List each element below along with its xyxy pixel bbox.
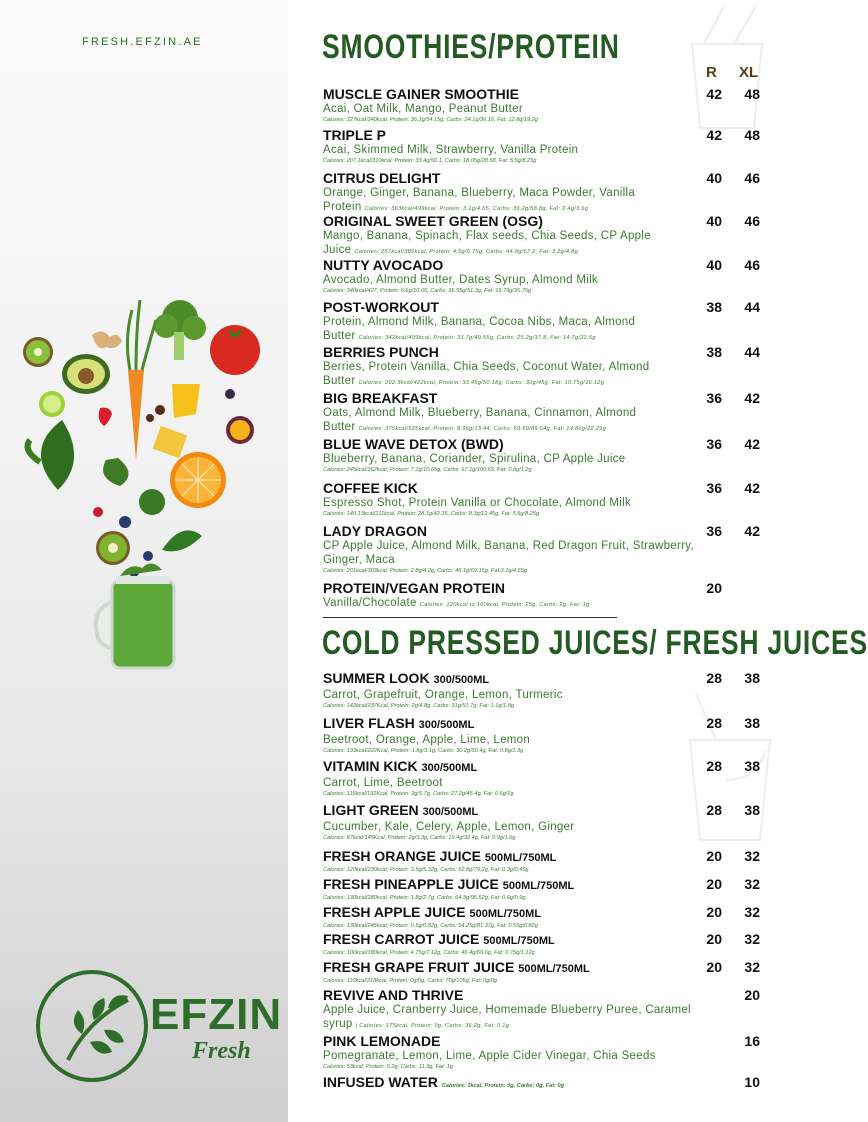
price-regular: 36 bbox=[706, 480, 722, 496]
price-xl: 16 bbox=[744, 1033, 760, 1049]
item-ingredients-text: Carrot, Lime, Beetroot bbox=[323, 777, 443, 789]
price-regular: 28 bbox=[706, 670, 722, 686]
item-name bbox=[323, 715, 698, 733]
price-xl: 38 bbox=[744, 670, 760, 686]
price-xl: 32 bbox=[744, 931, 760, 947]
price-xl: 32 bbox=[744, 904, 760, 920]
ginger-icon bbox=[92, 331, 122, 348]
logo-sub-text: Fresh bbox=[192, 1038, 251, 1064]
hero-image-panel bbox=[0, 0, 288, 1122]
item-nutrition: Calories: 207.1kcal/310kcal, Protein: 33.4g/50.1, Carbs: 18.05g/28.58, Fat: 5.5g/8.25g bbox=[323, 158, 537, 164]
item-ingredients-text: Vanilla/Chocolate bbox=[323, 597, 417, 609]
strawberry-icon bbox=[99, 408, 112, 426]
item-name bbox=[323, 904, 698, 922]
item-name-text: SUMMER LOOK bbox=[323, 670, 430, 686]
item-ingredients-text: Protein, Almond Milk, Banana, Cocoa Nibs, Maca, Almond Butter bbox=[323, 316, 636, 342]
item-nutrition: Calories: 100kcal/180kcal, Protein: 4.75g/7.12g, Carbs: 46.4g/69.6g, Fat: 0.75g/1.12g bbox=[323, 950, 535, 956]
menu-item bbox=[323, 715, 698, 755]
item-ingredients bbox=[323, 1049, 698, 1063]
price-regular: 38 bbox=[706, 299, 722, 315]
item-name-text: PINK LEMONADE bbox=[323, 1033, 441, 1049]
price-xl: 38 bbox=[744, 715, 760, 731]
item-ingredients bbox=[323, 229, 698, 257]
item-name: TRIPLE P bbox=[323, 127, 387, 143]
item-name: MUSCLE GAINER SMOOTHIE bbox=[323, 86, 520, 102]
price-xl: 42 bbox=[744, 523, 760, 539]
item-ingredients bbox=[323, 102, 698, 116]
item-ingredients-text: Orange, Ginger, Banana, Blueberry, Maca Powder, Vanilla Protein bbox=[323, 187, 636, 213]
menu-item bbox=[323, 987, 698, 1031]
item-nutrition: Calories: 201kcal/303kcal, Protein: 2.8g/4.2g, Carbs: 46.1g/69.15g, Fat:3.1g/4.65g bbox=[323, 568, 527, 574]
item-nutrition: Calories: 245kcal/362kcal, Protein: 7.1g/10.65g, Carbs: 67.1g/100.65, Fat: 0.8g/1.2g bbox=[323, 467, 532, 473]
price-xl: 46 bbox=[744, 170, 760, 186]
juices-section-title: COLD PRESSED JUICES/ FRESH JUICES bbox=[322, 624, 868, 662]
price-regular: 38 bbox=[706, 344, 722, 360]
item-name bbox=[323, 987, 698, 1003]
item-nutrition: Calories: 87kcal/145Kcal, Protein: 2g/3.3g, Carbs: 19.4g/32.4g, Fat: 0.9g/1.6g bbox=[323, 835, 516, 841]
item-name bbox=[323, 931, 698, 949]
price-regular: 40 bbox=[706, 170, 722, 186]
item-ingredients-text: CP Apple Juice, Almond Milk, Banana, Red Dragon Fruit, Strawberry, Ginger, Maca bbox=[323, 540, 694, 566]
item-name-text: INFUSED WATER bbox=[323, 1074, 438, 1090]
price-regular: 20 bbox=[706, 848, 722, 864]
item-ingredients bbox=[323, 360, 698, 388]
price-xl: 48 bbox=[744, 86, 760, 102]
price-xl: 38 bbox=[744, 758, 760, 774]
item-ingredients bbox=[323, 539, 698, 567]
item-name-text: FRESH PINEAPPLE JUICE bbox=[323, 876, 499, 892]
item-name: LADY DRAGON bbox=[323, 523, 427, 539]
item-name-text: FRESH CARROT JUICE bbox=[323, 931, 480, 947]
item-ingredients bbox=[323, 776, 698, 790]
item-size: 300/500ML bbox=[422, 806, 479, 818]
item-name-text: VITAMIN KICK bbox=[323, 758, 418, 774]
price-regular: 20 bbox=[706, 876, 722, 892]
item-ingredients-text: Mango, Banana, Spinach, Flax seeds, Chia Seeds, CP Apple Juice bbox=[323, 230, 651, 256]
item-size: 500ML/750ML bbox=[518, 963, 590, 975]
menu-item bbox=[323, 1074, 698, 1090]
item-nutrition: Calories: 340kcal/427, Protein: 6.6g/10.65, Carbs: 36.55g/51.3g, Fat: 19.79g/35.75g bbox=[323, 288, 532, 294]
logo-brand-text: EFZIN bbox=[150, 990, 283, 1039]
fruits-illustration bbox=[0, 280, 288, 980]
item-nutrition: Calories: 375kcal/525kcal, Protein: 8.96g/13.44, Carbs: 59.69/89.54g, Fat: 14.86g/22.29g bbox=[358, 426, 606, 432]
item-name bbox=[323, 1033, 698, 1049]
price-regular: 28 bbox=[706, 715, 722, 731]
item-ingredients-text: Cucumber, Kale, Celery, Apple, Lemon, Ginger bbox=[323, 821, 575, 833]
item-ingredients bbox=[323, 406, 698, 434]
item-ingredients bbox=[323, 452, 698, 466]
item-nutrition: Calories: 257kcal/385kcal, Protein: 4.5g/6.75g, Carbs: 44.8g/67.2, Fat: 3.2g/4.8g bbox=[354, 249, 578, 255]
item-nutrition: Calories: 120kcal to 160kcal, Protein: 25g, Carbs: 2g, Fat: 1g bbox=[419, 602, 590, 608]
price-regular: 40 bbox=[706, 257, 722, 273]
menu-item bbox=[323, 904, 698, 930]
price-xl: 42 bbox=[744, 480, 760, 496]
item-size: 500ML/750ML bbox=[484, 852, 557, 864]
menu-item bbox=[323, 170, 698, 214]
item-nutrition: Calories: 120kcal/230kcal, Protein: 3.5g/5.32g, Carbs: 52.8g/79.2g, Fat: 0.3g/0.45g bbox=[323, 867, 529, 873]
price-regular: 28 bbox=[706, 758, 722, 774]
item-name: POST-WORKOUT bbox=[323, 299, 439, 315]
price-xl: 20 bbox=[744, 987, 760, 1003]
menu-item bbox=[323, 127, 698, 165]
item-size: 500ML/750ML bbox=[502, 880, 575, 892]
price-regular: 20 bbox=[706, 580, 722, 596]
item-nutrition: Calories: 363kcal/499kcal, Protein: 3.1g/4.65, Carbs: 39.2g/58.8g, Fat: 2.4g/3.6g bbox=[364, 206, 589, 212]
item-name bbox=[323, 802, 698, 820]
item-nutrition: Calories: 227kcal/340kcal, Protein: 36.1g/54.15g, Carbs: 24.1g/36.15, Fat: 12.8g/19.2g bbox=[323, 117, 538, 123]
item-ingredients bbox=[323, 496, 698, 510]
menu-item bbox=[323, 802, 698, 842]
menu-item bbox=[323, 436, 698, 474]
item-size: 300/500ML bbox=[433, 674, 490, 686]
item-name: NUTTY AVOCADO bbox=[323, 257, 444, 273]
pineapple-icon bbox=[153, 426, 188, 458]
item-nutrition: Calories: 142kcal/237Kcal, Protein: 2g/4.8g, Carbs: 31g/51.7g, Fat: 1.1g/1.8g bbox=[323, 703, 514, 709]
item-ingredients-text: Espresso Shot, Protein Vanilla or Chocolate, Almond Milk bbox=[323, 497, 632, 509]
item-nutrition: | Calories: 175kcal, Protein: 0g, Carbs: 36.2g, Fat: 0.1g bbox=[355, 1023, 510, 1029]
price-xl: 48 bbox=[744, 127, 760, 143]
item-nutrition: Calories: 110kcal/218kcal, Protein: 0g/0g, Carbs: 70g/105g, Fat: 0g/0g bbox=[323, 978, 498, 984]
mango-icon bbox=[172, 384, 200, 418]
menu-item bbox=[323, 390, 698, 434]
blueberry-icon bbox=[119, 516, 131, 528]
menu-item bbox=[323, 959, 698, 985]
item-ingredients-text: Acai, Skimmed Milk, Strawberry, Vanilla Protein bbox=[323, 144, 579, 156]
price-xl: 10 bbox=[744, 1074, 760, 1090]
item-ingredients bbox=[323, 315, 698, 343]
price-xl: 44 bbox=[744, 344, 760, 360]
item-nutrition: Calories: 140.13kcal/211kcal, Protein: 28.1g/42.15, Carbs: 8.3g/12.45g, Fat: 5.5g/8.25g bbox=[323, 511, 540, 517]
price-xl: 32 bbox=[744, 876, 760, 892]
price-xl: 44 bbox=[744, 299, 760, 315]
item-ingredients-text: Acai, Oat Milk, Mango, Peanut Butter bbox=[323, 103, 523, 115]
item-name bbox=[323, 959, 698, 977]
item-size: 500ML/750ML bbox=[469, 908, 542, 920]
item-size: 300/500ML bbox=[421, 762, 478, 774]
item-name-text: FRESH ORANGE JUICE bbox=[323, 848, 481, 864]
item-ingredients bbox=[323, 596, 698, 610]
carrot-icon bbox=[128, 370, 144, 460]
menu-item bbox=[323, 257, 698, 295]
price-regular: 20 bbox=[706, 931, 722, 947]
price-xl: 38 bbox=[744, 802, 760, 818]
price-regular: 40 bbox=[706, 213, 722, 229]
item-name: BLUE WAVE DETOX (BWD) bbox=[323, 436, 504, 452]
item-ingredients bbox=[323, 820, 698, 834]
price-regular: 42 bbox=[706, 127, 722, 143]
price-xl: 42 bbox=[744, 436, 760, 452]
item-name-text: LIVER FLASH bbox=[323, 715, 415, 731]
item-name-text: FRESH APPLE JUICE bbox=[323, 904, 466, 920]
item-ingredients-text: Beetroot, Orange, Apple, Lime, Lemon bbox=[323, 734, 531, 746]
item-ingredients-text: Berries, Protein Vanilla, Chia Seeds, Coconut Water, Almond Butter bbox=[323, 361, 650, 387]
price-xl: 32 bbox=[744, 959, 760, 975]
item-ingredients bbox=[323, 1003, 698, 1031]
menu-item bbox=[323, 480, 698, 518]
price-regular: 42 bbox=[706, 86, 722, 102]
item-ingredients-text: Oats, Almond Milk, Blueberry, Banana, Cinnamon, Almond Butter bbox=[323, 407, 637, 433]
item-size: 300/500ML bbox=[418, 719, 475, 731]
menu-item bbox=[323, 758, 698, 798]
item-ingredients bbox=[323, 688, 698, 702]
item-ingredients-text: Carrot, Grapefruit, Orange, Lemon, Turmeric bbox=[323, 689, 563, 701]
item-nutrition: Calories: 292.3kcal/422kcal, Protein: 33.45g/50.18g, Carbs: 30g/45g, Fat: 10.75g/16.12g bbox=[358, 380, 605, 386]
item-ingredients bbox=[323, 186, 698, 214]
size-regular-header: R bbox=[706, 64, 717, 81]
price-regular: 20 bbox=[706, 904, 722, 920]
website-url: FRESH.EFZIN.AE bbox=[82, 36, 203, 48]
section-divider bbox=[323, 617, 617, 618]
item-nutrition: Calories: 53kcal, Protein: 0.2g, Carbs: 11.3g, Fat: 1g bbox=[323, 1064, 453, 1070]
item-name bbox=[323, 848, 698, 866]
smoothies-section-title: SMOOTHIES/PROTEIN bbox=[322, 28, 620, 66]
item-nutrition: Calories: 130kcal/245kcal, Protein: 0.5g/0.82g, Carbs: 54.25g/81.37g, Fat: 0.55g/0.82g bbox=[323, 923, 538, 929]
menu-item bbox=[323, 1033, 698, 1071]
menu-item bbox=[323, 848, 698, 874]
item-name: BERRIES PUNCH bbox=[323, 344, 439, 360]
price-xl: 42 bbox=[744, 390, 760, 406]
menu-item bbox=[323, 86, 698, 124]
item-name: CITRUS DELIGHT bbox=[323, 170, 441, 186]
menu-item bbox=[323, 931, 698, 957]
item-name bbox=[323, 1074, 698, 1090]
menu-item bbox=[323, 344, 698, 388]
price-regular: 36 bbox=[706, 390, 722, 406]
price-xl: 32 bbox=[744, 848, 760, 864]
spinach-icon bbox=[41, 420, 74, 490]
item-nutrition: Calories: 115kcal/192Kcal, Protein: 2g/5.7g, Carbs: 27.2g/45.4g, Fat: 0.6g/1g bbox=[323, 791, 514, 797]
menu-item bbox=[323, 523, 698, 575]
menu-item bbox=[323, 670, 698, 710]
item-nutrition: Calories: 133kcal/222Kcal, Protein: 1.8g/3.1g, Carbs: 30.2g/50.4g, Fat: 0.8g/1.3g bbox=[323, 748, 524, 754]
item-name: PROTEIN/VEGAN PROTEIN bbox=[323, 580, 506, 596]
item-ingredients bbox=[323, 143, 698, 157]
item-name bbox=[323, 758, 698, 776]
item-name-text: REVIVE AND THRIVE bbox=[323, 987, 464, 1003]
menu-item bbox=[323, 213, 698, 257]
item-name bbox=[323, 876, 698, 894]
item-name-text: FRESH GRAPE FRUIT JUICE bbox=[323, 959, 515, 975]
item-name: BIG BREAKFAST bbox=[323, 390, 438, 406]
item-name-text: LIGHT GREEN bbox=[323, 802, 419, 818]
item-nutrition: Calories: 130kcal/280kcal, Protein: 1.8g/2.7g, Carbs: 64.3g/96.52g, Fat: 0.6g/0.9g bbox=[323, 895, 526, 901]
size-xl-header: XL bbox=[739, 64, 759, 81]
price-regular: 36 bbox=[706, 523, 722, 539]
kale-icon bbox=[103, 458, 128, 486]
price-xl: 46 bbox=[744, 257, 760, 273]
efzin-logo bbox=[28, 968, 283, 1088]
price-regular: 20 bbox=[706, 959, 722, 975]
item-name bbox=[323, 670, 698, 688]
price-regular: 36 bbox=[706, 436, 722, 452]
price-xl: 46 bbox=[744, 213, 760, 229]
item-ingredients-text: Pomegranate, Lemon, Lime, Apple Cider Vinegar, Chia Seeds bbox=[323, 1050, 656, 1062]
smoothie-jar-icon bbox=[96, 563, 174, 668]
item-ingredients bbox=[323, 273, 698, 287]
item-nutrition: Calories: 342kcal/499kcal, Protein: 33.7g/49.55g, Carbs: 25.2g/37.8, Fat: 14.7g/22.5g bbox=[358, 335, 596, 341]
price-regular: 28 bbox=[706, 802, 722, 818]
item-ingredients-text: Blueberry, Banana, Coriander, Spirulina, CP Apple Juice bbox=[323, 453, 626, 465]
tomato-icon bbox=[210, 325, 260, 375]
item-ingredients-text: Avocado, Almond Butter, Dates Syrup, Almond Milk bbox=[323, 274, 598, 286]
menu-item bbox=[323, 299, 698, 343]
item-name: ORIGINAL SWEET GREEN (OSG) bbox=[323, 213, 543, 229]
menu-item bbox=[323, 876, 698, 902]
item-nutrition: Calories: 1kcal, Protein: 0g, Carbs: 0g, Fat: 0g bbox=[441, 1083, 565, 1089]
menu-item bbox=[323, 580, 698, 610]
item-ingredients bbox=[323, 733, 698, 747]
item-size: 500ML/750ML bbox=[483, 935, 555, 947]
item-name: COFFEE KICK bbox=[323, 480, 418, 496]
item-ingredients-text: Apple Juice, Cranberry Juice, Homemade Blueberry Puree, Caramel syrup bbox=[323, 1004, 691, 1030]
